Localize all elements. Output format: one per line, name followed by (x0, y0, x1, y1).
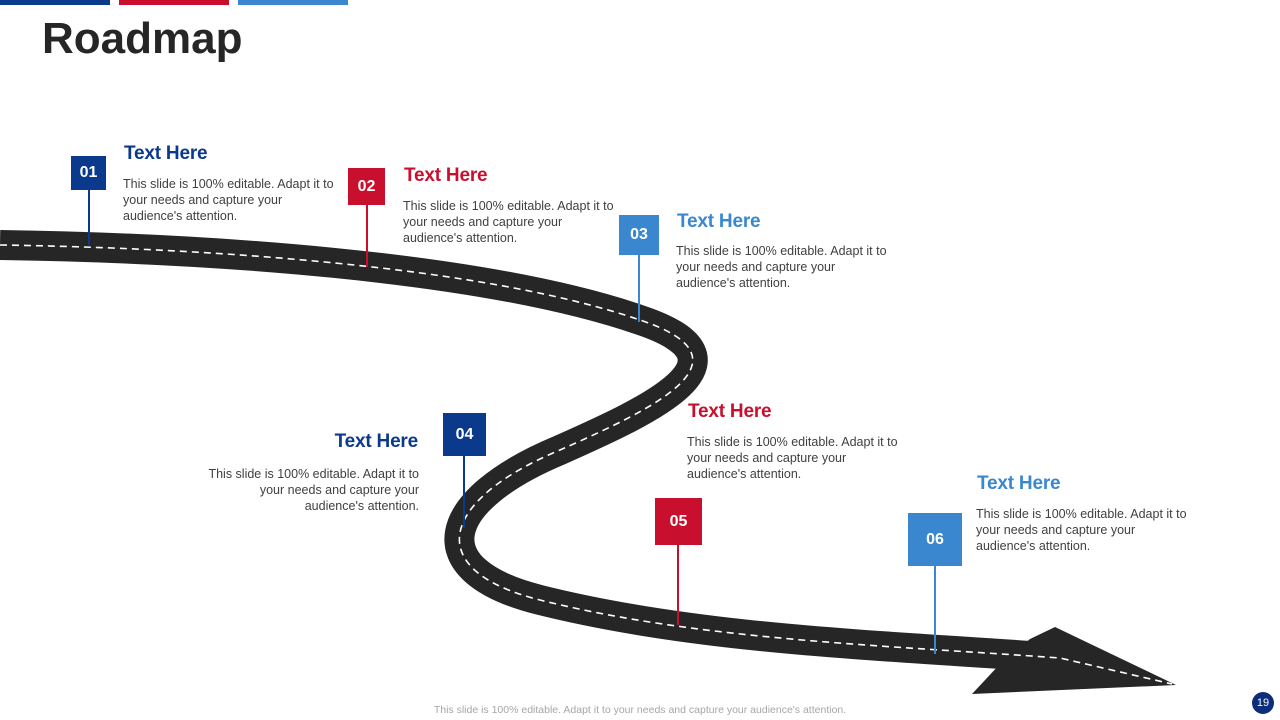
slide-footer-note: This slide is 100% editable. Adapt it to your needs and capture your audience's attention. (433, 704, 847, 716)
milestone-description-03: This slide is 100% editable. Adapt it to your needs and capture your audience's attention. (676, 244, 887, 290)
milestone-marker-03: 03 (619, 215, 659, 255)
milestone-marker-02: 02 (348, 168, 385, 205)
milestone-description-05: This slide is 100% editable. Adapt it to your needs and capture your audience's attention. (687, 435, 898, 481)
milestone-heading-05: Text Here (688, 401, 772, 422)
milestone-description-04: This slide is 100% editable. Adapt it to your needs and capture your audience's attention. (208, 467, 419, 513)
milestone-heading-06: Text Here (977, 473, 1061, 494)
milestone-heading-04: Text Here (334, 431, 418, 452)
milestone-description-06: This slide is 100% editable. Adapt it to your needs and capture your audience's attention. (976, 507, 1187, 553)
milestone-marker-04: 04 (443, 413, 486, 456)
milestone-pole-06 (934, 566, 936, 654)
milestone-description-02: This slide is 100% editable. Adapt it to your needs and capture your audience's attention. (403, 199, 614, 245)
milestone-heading-02: Text Here (404, 165, 488, 186)
milestone-pole-05 (677, 545, 679, 625)
milestone-heading-01: Text Here (124, 143, 208, 164)
milestone-pole-02 (366, 205, 368, 267)
milestone-marker-06: 06 (908, 513, 962, 566)
page-number-badge: 19 (1252, 692, 1274, 714)
milestone-marker-01: 01 (71, 156, 106, 190)
milestone-pole-03 (638, 255, 640, 322)
milestone-description-01: This slide is 100% editable. Adapt it to your needs and capture your audience's attention. (123, 177, 334, 223)
slide-title: Roadmap (42, 14, 243, 63)
milestone-marker-05: 05 (655, 498, 702, 545)
milestone-pole-01 (88, 190, 90, 245)
milestone-pole-04 (463, 456, 465, 528)
milestone-heading-03: Text Here (677, 211, 761, 232)
